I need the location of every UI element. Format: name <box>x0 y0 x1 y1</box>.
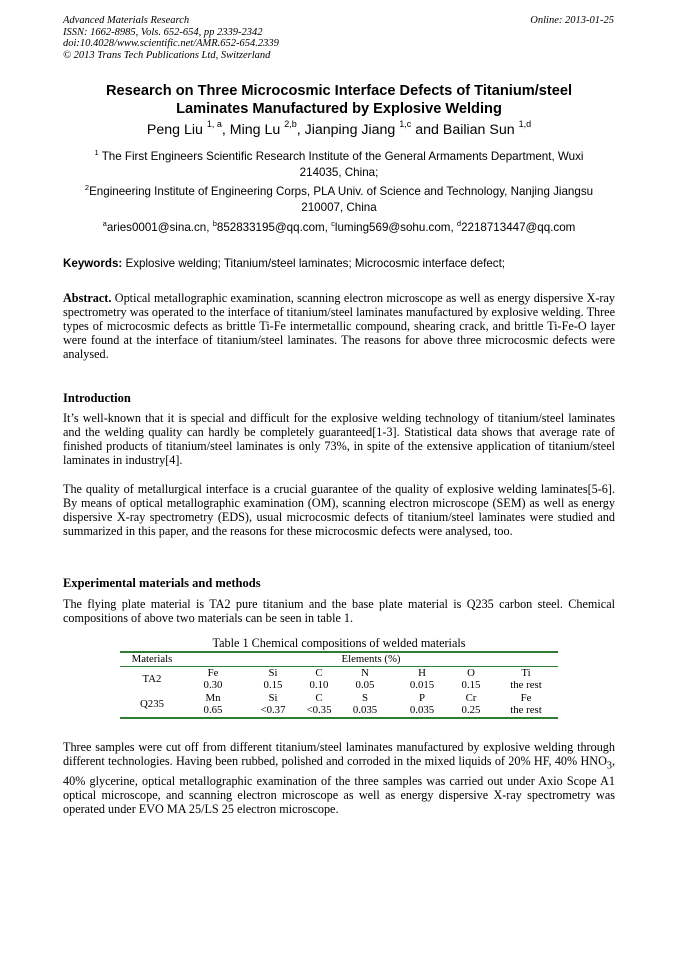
paper-title <box>60 83 618 118</box>
email-link[interactable]: 2218713447@qq.com <box>461 221 576 234</box>
methods-text: Three samples were cut off from different titanium/steel laminates manufactured by explosive welding through different technologies. Having been rubbed, polished and corroded in the mixed liquids of 20% HF, 40% HNO <box>63 740 615 769</box>
journal-name: Advanced Materials Research <box>63 15 190 26</box>
table-value: 0.15 <box>461 679 481 692</box>
email-link[interactable]: aries0001@sina.cn <box>106 221 207 234</box>
table-value: the rest <box>510 679 542 692</box>
subscript: 3 <box>606 760 612 772</box>
table-row <box>120 679 558 692</box>
author-sup: 1, a <box>206 119 222 130</box>
author-sup: 2,b <box>284 119 297 130</box>
abstract-text: Optical metallographic examination, scanning electron microscope as well as energy dispersive X-ray spectrometry was operated to the interface of titanium/steel laminates manufactured by explosive welding. Three types of microcosmic defects as brittle Ti-Fe intermetallic compound, shearing crack, and brittle Ti-Fe-O layer were found at the interface of titanium/steel laminates. The reasons for above three microcosmic defects were analysed. <box>63 291 615 362</box>
table-element: O <box>467 666 475 679</box>
author-sep: , <box>296 122 305 138</box>
table-value: 0.035 <box>396 704 448 718</box>
online-date: Online: 2013-01-25 <box>530 15 614 26</box>
table-element: Fe <box>520 691 532 704</box>
table-element: Si <box>268 691 278 704</box>
introduction-paragraph-2: The quality of metallurgical interface is a crucial guarantee of the quality of explosive welding laminates[5-6]. By means of optical metallographic examination (OM), scanning electron microscope (SEM) as well as energy dispersive X-ray spectrometry (EDS), usual microcosmic defects of titanium/steel laminates were studied and summarized in this paper, and the reasons for these microcosmic defects were analysed, too. <box>63 482 615 539</box>
methods-paragraph-1: The flying plate material is TA2 pure titanium and the base plate material is Q235 carbon steel. Chemical compositions of above two materials can be seen in table 1. <box>63 597 615 626</box>
introduction-paragraph-1: It’s well-known that it is special and difficult for the explosive welding technology of titanium/steel laminates and the welding quality can hardly be completely guaranteed[1-3]. Statistical data shows that average rate of finished products of titanium/steel laminates is only 73%, in spite of the extensive application of titanium/steel laminates in industry[4]. <box>63 411 615 468</box>
table-value: 0.015 <box>409 679 435 692</box>
methods-heading: Experimental materials and methods <box>63 576 261 590</box>
title-line-2: Laminates Manufactured by Explosive Welding <box>176 100 502 117</box>
journal-header <box>63 15 279 61</box>
email-link[interactable]: 852833195@qq.com <box>216 221 325 234</box>
affiliation-line: The First Engineers Scientific Research Institute of the General Armaments Department, Wuxi <box>98 150 584 163</box>
affiliation-line: 210007, China <box>301 201 377 214</box>
author-name: Peng Liu <box>146 122 203 138</box>
table-col-header: Materials <box>120 652 184 666</box>
table-element: Cr <box>465 691 477 704</box>
author-sep: , <box>221 122 230 138</box>
author-name: Jianping Jiang <box>304 122 396 138</box>
copyright: © 2013 Trans Tech Publications Ltd, Switzerland <box>63 49 271 61</box>
table-value: the rest <box>494 704 558 718</box>
table-element: N <box>361 666 369 679</box>
author-sup: 1,c <box>399 119 412 130</box>
table-element: Ti <box>521 666 531 679</box>
affiliation-sup: 2 <box>84 183 90 193</box>
table-row <box>120 692 558 705</box>
email-link[interactable]: luming569@sohu.com <box>334 221 451 234</box>
table-value: 0.65 <box>184 704 242 718</box>
affiliation-sup: 1 <box>94 148 99 158</box>
abstract <box>63 291 615 361</box>
table-row <box>120 666 558 679</box>
title-line-1: Research on Three Microcosmic Interface Defects of Titanium/steel <box>105 83 573 99</box>
table-header-row <box>120 652 558 666</box>
email-sup: a <box>102 219 107 229</box>
table-element: P <box>418 691 425 704</box>
composition-table <box>120 651 558 719</box>
table-element: Fe <box>207 666 219 679</box>
introduction-heading: Introduction <box>63 391 131 405</box>
table-value: 0.30 <box>203 679 223 692</box>
table-group-header: Elements (%) <box>184 652 558 666</box>
affiliation-line: Engineering Institute of Engineering Corps, PLA Univ. of Science and Technology, Nanjing Jiangsu <box>89 185 594 198</box>
email-sup: b <box>212 219 217 229</box>
keywords-text: Explosive welding; Titanium/steel laminates; Microcosmic interface defect; <box>122 257 506 270</box>
table-value: 0.25 <box>448 704 494 718</box>
table-caption: Table 1 Chemical compositions of welded materials <box>212 636 466 650</box>
table-element: Mn <box>205 691 221 704</box>
table-value: 0.035 <box>334 704 396 718</box>
table-value: <0.37 <box>242 704 304 718</box>
table-element: S <box>361 691 368 704</box>
table-element: C <box>315 691 323 704</box>
table-element: Si <box>268 666 278 679</box>
email-list: $^a$aries0001@sina.cn, $^b$852833195@qq.com, $^c$luming569@sohu.com, $^d$2218713447@qq.com <box>102 219 576 234</box>
doi: doi:10.4028/www.scientific.net/AMR.652-654.2339 <box>63 38 279 50</box>
author-name: Bailian Sun <box>442 122 515 138</box>
affiliation-line: 214035, China; <box>299 166 379 179</box>
author-sep: and <box>411 122 443 138</box>
keywords-label: Keywords: <box>63 257 123 270</box>
table-value: <0.35 <box>304 704 334 718</box>
table-element: H <box>418 666 426 679</box>
affiliation-2 <box>63 184 615 216</box>
table-element: C <box>315 666 323 679</box>
email-sup: d <box>456 219 462 229</box>
author-name: Ming Lu <box>229 122 281 138</box>
table-material: TA2 <box>142 672 162 685</box>
issn: ISSN: 1662-8985, Vols. 652-654, pp 2339-2342 <box>63 26 263 38</box>
methods-text: , 40% glycerine, optical metallographic examination of the three samples was carried out under Axio Scope A1 optical microscope, and scanning electron microscope as well as energy dispersive X-ray spectrometry was operated under EVO MA 25/LS 25 electron microscope. <box>63 754 615 816</box>
table-material: Q235 <box>120 692 184 718</box>
table-value: 0.15 <box>263 679 283 692</box>
abstract-label: Abstract. <box>63 291 112 305</box>
email-sup: c <box>331 219 335 229</box>
table-value: 0.10 <box>309 679 329 692</box>
table-row <box>120 704 558 718</box>
methods-paragraph-2 <box>63 740 615 816</box>
affiliation-1 <box>63 149 615 181</box>
author-sup: 1,d <box>518 119 532 130</box>
table-value: 0.05 <box>355 679 375 692</box>
keywords <box>63 257 615 271</box>
author-list <box>60 121 618 139</box>
